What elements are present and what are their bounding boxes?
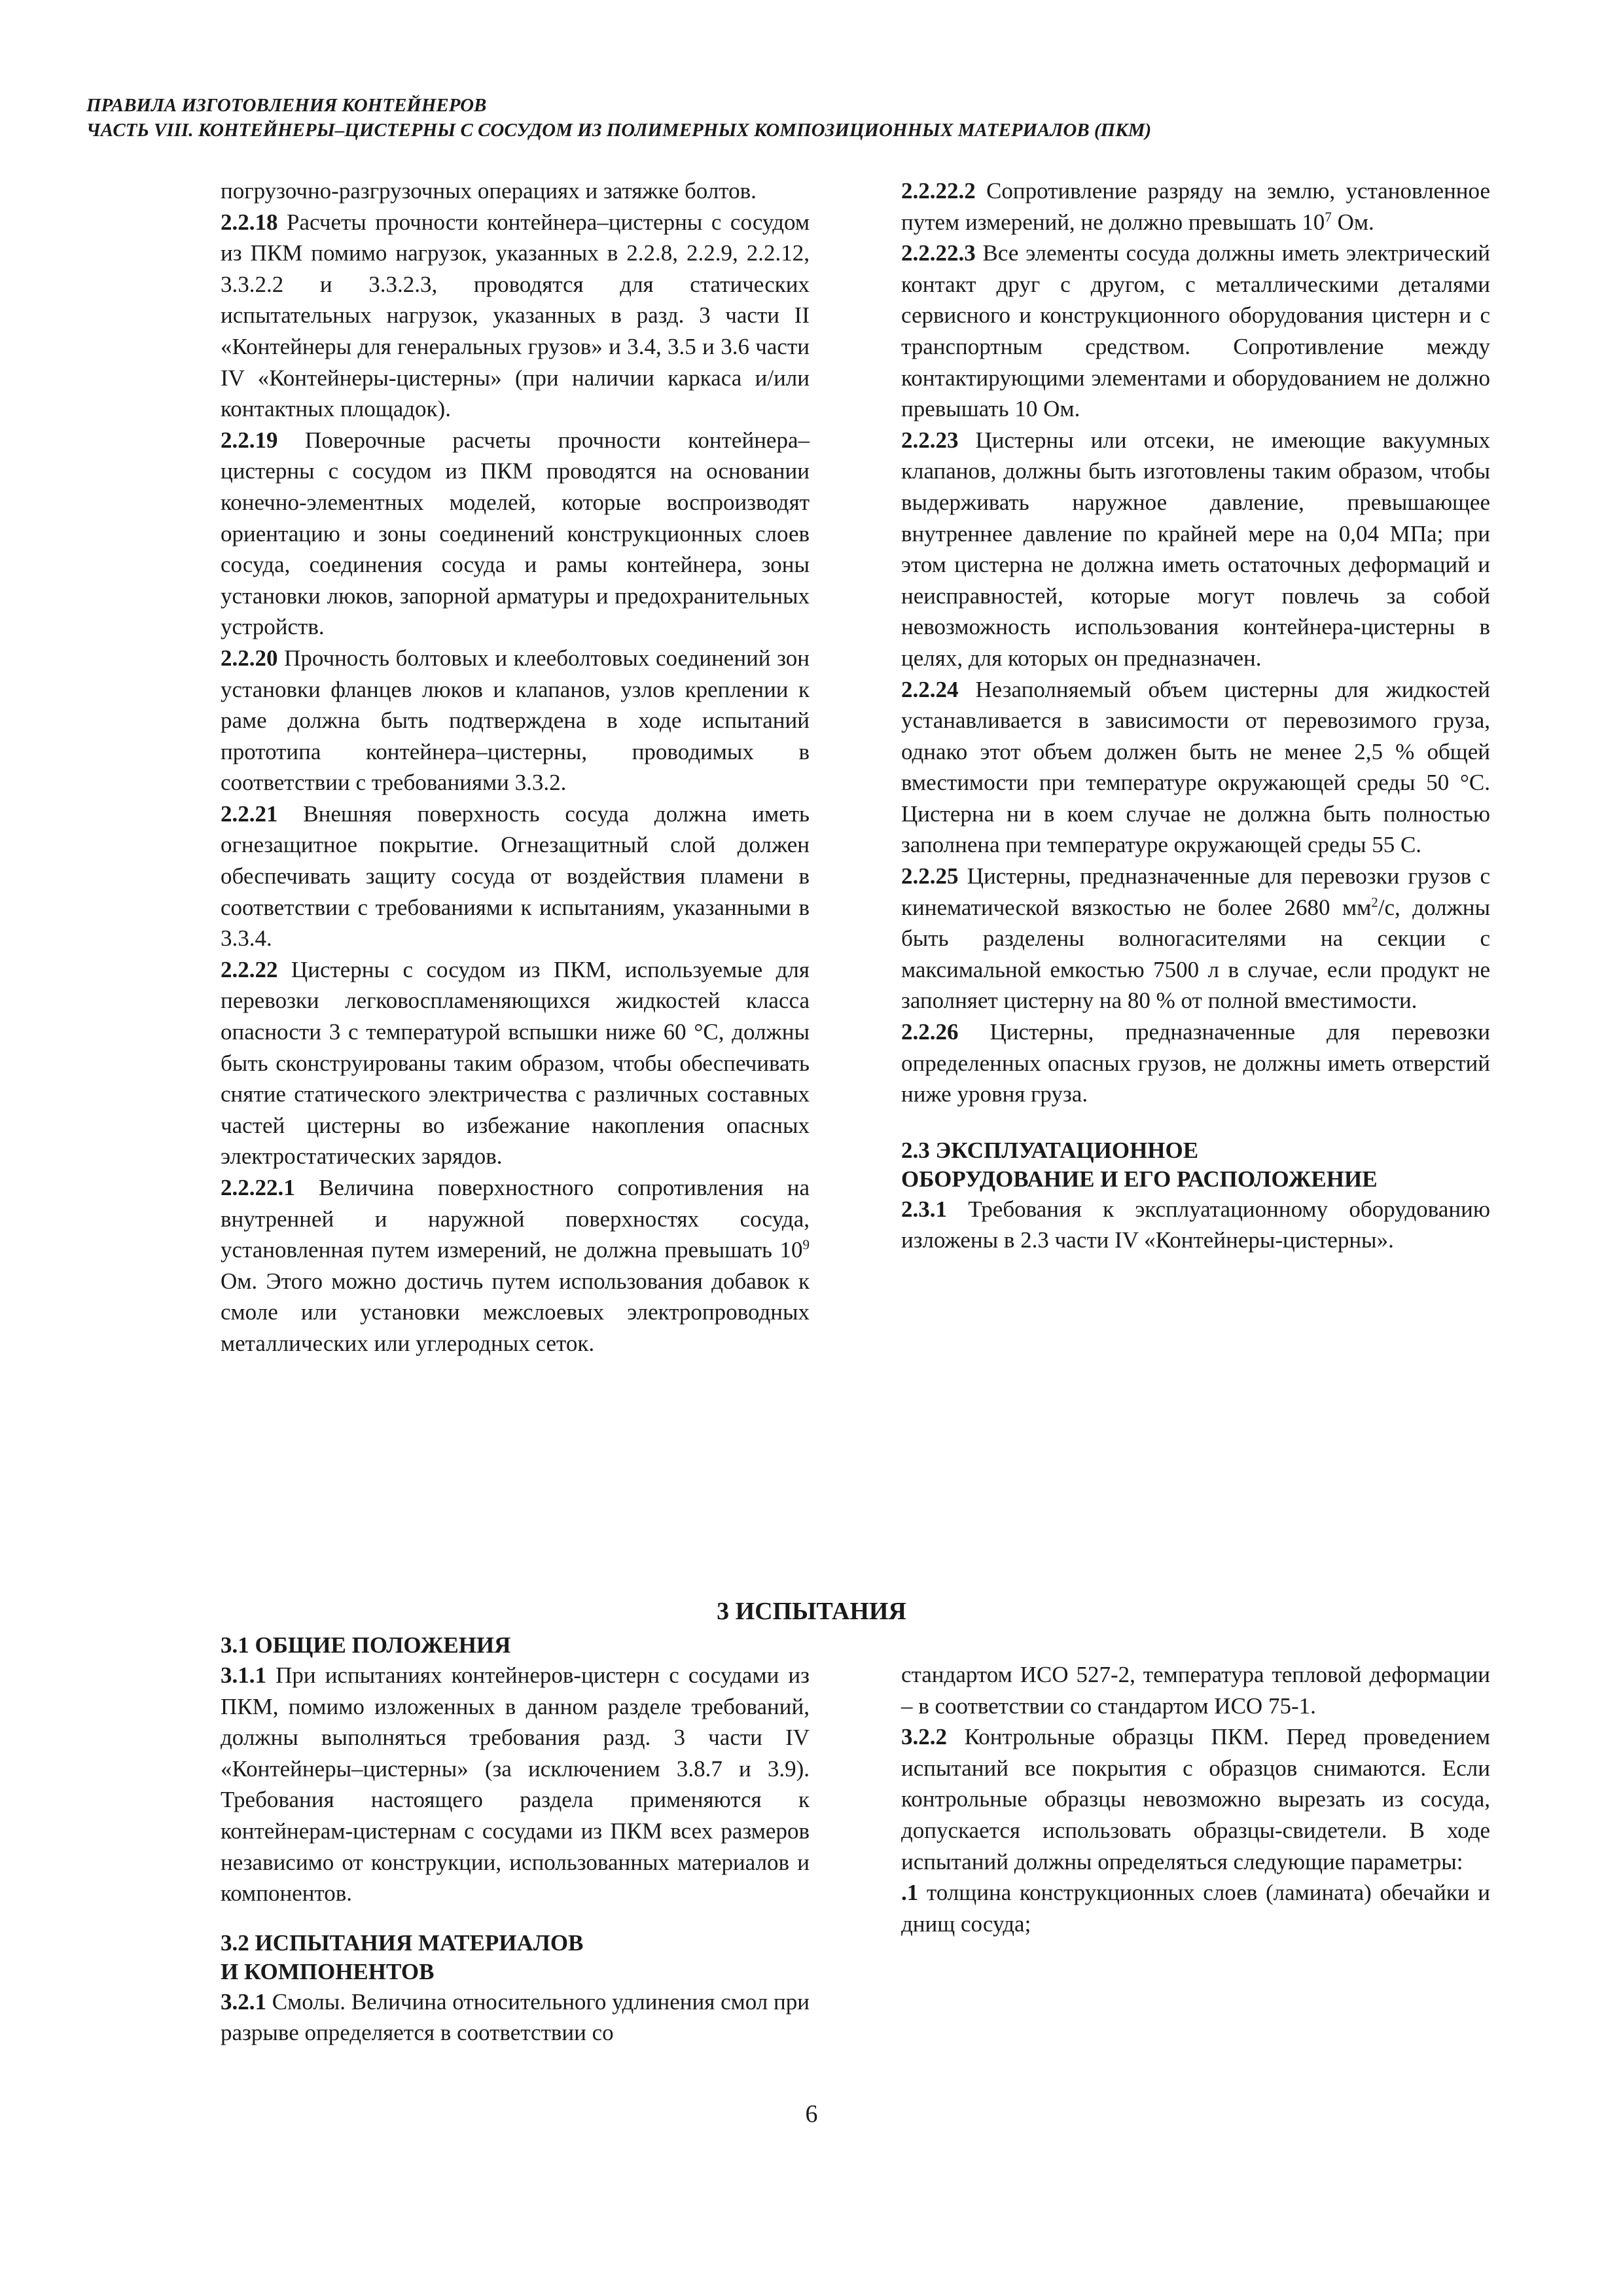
running-header xyxy=(86,93,1526,143)
paragraph-2-2-18 xyxy=(221,207,810,425)
clause-number: 2.2.26 xyxy=(901,1019,959,1045)
section-heading-3-1: 3.1 ОБЩИЕ ПОЛОЖЕНИЯ xyxy=(221,1632,511,1658)
clause-number: 3.2.1 xyxy=(221,1988,266,2015)
header-line-1: ПРАВИЛА ИЗГОТОВЛЕНИЯ КОНТЕЙНЕРОВ xyxy=(86,95,487,116)
clause-number: 2.3.1 xyxy=(901,1196,947,1222)
paragraph-3-2-1 xyxy=(221,1986,810,2049)
exponent: 2 xyxy=(1371,894,1378,910)
clause-text: Ом. Этого можно достичь путем использования добавок к смоле или установки межслоевых электропроводных металлических или углеродных сеток. xyxy=(221,1268,810,1356)
right-column xyxy=(901,175,1490,1256)
paragraph-2-2-20 xyxy=(221,643,810,798)
paragraph-continuation: стандартом ИСО 527-2, температура тепловой деформации – в соответствии со стандартом ИСО 75-1. xyxy=(901,1662,1490,1719)
clause-number: 3.1.1 xyxy=(221,1662,266,1688)
clause-number: 2.2.21 xyxy=(221,800,278,827)
clause-text: Сопротивление разряду на землю, установленное путем измерений, не должно превышать 10 xyxy=(901,178,1490,235)
clause-text: Поверочные расчеты прочности контейнера–цистерны с сосудом из ПКМ проводятся на основании конечно-элементных моделей, которые воспроизводят ориентацию и зоны соединений конструкционных слоев сосуда, соединения сосуда и рамы контейнера, зоны установки люков, запорной арматуры и предохранительных устройств. xyxy=(221,427,810,640)
clause-number: 2.2.24 xyxy=(901,676,959,702)
page-number: 6 xyxy=(805,2100,818,2128)
heading-line: 3.2 ИСПЫТАНИЯ МАТЕРИАЛОВ xyxy=(221,1929,584,1956)
clause-text: Расчеты прочности контейнера–цистерны с сосудом из ПКМ помимо нагрузок, указанных в 2.2.8, 2.2.9, 2.2.12, 3.3.2.2 и 3.3.2.3, проводятся для статических испытательных нагрузок, указанных в разд. 3 части II «Контейнеры для генеральных грузов» и 3.4, 3.5 и 3.6 части IV «Контейнеры-цистерны» (при наличии каркаса и/или контактных площадок). xyxy=(221,209,810,422)
clause-number: 2.2.22 xyxy=(221,956,278,982)
clause-text: Величина поверхностного сопротивления на внутренней и наружной поверхностях сосуда, установленная путем измерений, не должна превышать 10 xyxy=(221,1175,810,1263)
clause-text: Цистерны или отсеки, не имеющие вакуумных клапанов, должны быть изготовлены таким образом, чтобы выдерживать наружное давление, превышающее внутреннее давление по крайней мере на 0,04 МПа; при этом цистерна не должна иметь остаточных деформаций и неисправностей, которые могут повлечь за собой невозможность использования контейнера-цистерны в целях, для которых он предназначен. xyxy=(901,427,1490,671)
section-heading-3-2 xyxy=(221,1929,810,1986)
clause-text: Цистерны, предназначенные для перевозки определенных опасных грузов, не должны иметь отверстий ниже уровня груза. xyxy=(901,1019,1490,1107)
list-item-1 xyxy=(901,1877,1490,1939)
clause-text: /с, должны быть разделены волногасителями на секции с максимальной емкостью 7500 л в случае, если продукт не заполняет цистерну на 80 % от полной вместимости. xyxy=(901,894,1490,1014)
section-heading-2-3 xyxy=(901,1136,1490,1194)
left-column xyxy=(221,175,810,1359)
clause-number: 2.2.20 xyxy=(221,645,278,671)
clause-number: 2.2.22.2 xyxy=(901,178,976,204)
clause-number: 3.2.2 xyxy=(901,1724,947,1750)
clause-text: При испытаниях контейнеров-цистерн с сосудами из ПКМ, помимо изложенных в данном разделе требований, должны выполняться требования разд. 3 части IV «Контейнеры–цистерны» (за исключением 3.8.7 и 3.9). Требования настоящего раздела применяются к контейнерам-цистернам с сосудами из ПКМ всех размеров независимо от конструкции, использованных материалов и компонентов. xyxy=(221,1662,810,1907)
clause-text: Смолы. Величина относительного удлинения смол при разрыве определяется в соответствии со xyxy=(221,1988,810,2046)
paragraph-2-2-21 xyxy=(221,798,810,954)
clause-text: Незаполняемый объем цистерны для жидкостей устанавливается в зависимости от перевозимого груза, однако этот объем должен быть не менее 2,5 % общей вместимости при температуре окружающей среды 50 °С. Цистерна ни в коем случае не должна быть полностью заполнена при температуре окружающей среды 55 С. xyxy=(901,676,1490,858)
clause-text: Все элементы сосуда должны иметь электрический контакт друг с другом, с металлическими деталями сервисного и конструкционного оборудования цистерн и с транспортным средством. Сопротивление между контактирующими элементами и оборудованием не должно превышать 10 Ом. xyxy=(901,240,1490,422)
clause-text: Ом. xyxy=(1331,209,1374,235)
clause-text: Прочность болтовых и клееболтовых соединений зон установки фланцев люков и клапанов, узлов креплении к раме должна быть подтверждена в ходе испытаний прототипа контейнера–цистерны, проводимых в соответствии с требованиями 3.3.2. xyxy=(221,645,810,796)
heading-line: 2.3 ЭКСПЛУАТАЦИОННОЕ xyxy=(901,1137,1199,1163)
heading-line: ОБОРУДОВАНИЕ И ЕГО РАСПОЛОЖЕНИЕ xyxy=(901,1166,1378,1192)
lower-right-column xyxy=(901,1659,1490,1939)
clause-number: 2.2.25 xyxy=(901,863,959,889)
list-text: толщина конструкционных слоев (ламината) обечайки и днищ сосуда; xyxy=(901,1880,1490,1937)
clause-text: Внешняя поверхность сосуда должна иметь огнезащитное покрытие. Огнезащитный слой должен обеспечивать защиту сосуда от воздействия пламени в соответствии с требованиями к испытаниям, указанными в 3.3.4. xyxy=(221,800,810,952)
exponent: 7 xyxy=(1325,208,1332,224)
clause-text: Цистерны с сосудом из ПКМ, используемые для перевозки легковоспламеняющихся жидкостей класса опасности 3 с температурой вспышки ниже 60 °С, должны быть сконструированы таким образом, чтобы обеспечивать снятие статического электричества с различных составных частей цистерны во избежание накопления опасных электростатических зарядов. xyxy=(221,956,810,1170)
lower-left-column xyxy=(221,1631,810,2049)
heading-line: И КОМПОНЕНТОВ xyxy=(221,1958,435,1984)
paragraph-2-2-26 xyxy=(901,1016,1490,1110)
clause-number: 2.2.19 xyxy=(221,427,278,453)
paragraph-2-2-25 xyxy=(901,861,1490,1016)
clause-number: 2.2.22.1 xyxy=(221,1175,295,1200)
clause-text: Контрольные образцы ПКМ. Перед проведением испытаний все покрытия с образцов снимаются. Если контрольные образцы невозможно вырезать из сосуда, допускается использовать образцы-свидетели. В ходе испытаний должны определяться следующие параметры: xyxy=(901,1724,1490,1874)
paragraph-2-2-23 xyxy=(901,425,1490,674)
paragraph-2-2-22 xyxy=(221,954,810,1172)
paragraph-2-2-22-2 xyxy=(901,175,1490,238)
section-title-3: 3 ИСПЫТАНИЯ xyxy=(717,1598,906,1625)
clause-number: 2.2.22.3 xyxy=(901,240,976,266)
header-line-2: ЧАСТЬ VIII. КОНТЕЙНЕРЫ–ЦИСТЕРНЫ С СОСУДОМ ИЗ ПОЛИМЕРНЫХ КОМПОЗИЦИОННЫХ МАТЕРИАЛОВ (ПКМ) xyxy=(86,120,1152,141)
clause-text: Цистерны, предназначенные для перевозки грузов с кинематической вязкостью не более 2680 мм xyxy=(901,863,1490,920)
paragraph-2-2-24 xyxy=(901,674,1490,861)
clause-text: Требования к эксплуатационному оборудованию изложены в 2.3 части IV «Контейнеры-цистерны». xyxy=(901,1196,1490,1253)
paragraph-2-2-22-1 xyxy=(221,1172,810,1359)
paragraph-3-1-1 xyxy=(221,1660,810,1909)
clause-number: 2.2.23 xyxy=(901,427,959,453)
clause-number: 2.2.18 xyxy=(221,209,278,235)
paragraph-2-2-22-3 xyxy=(901,238,1490,425)
paragraph-3-2-2 xyxy=(901,1721,1490,1877)
paragraph-2-2-19 xyxy=(221,425,810,643)
paragraph-continuation: погрузочно-разгрузочных операциях и затяжке болтов. xyxy=(221,178,757,204)
exponent: 9 xyxy=(802,1236,810,1253)
list-number: .1 xyxy=(901,1880,919,1906)
paragraph-2-3-1 xyxy=(901,1194,1490,1256)
